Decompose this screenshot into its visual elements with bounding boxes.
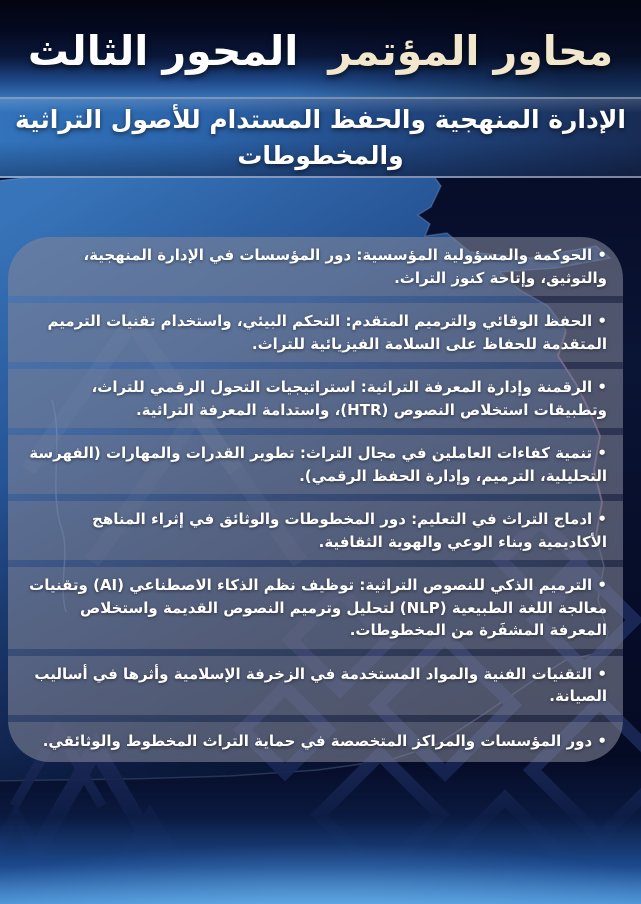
topic-item	[8, 722, 623, 762]
topic-item	[8, 656, 623, 715]
topic-item	[8, 369, 623, 428]
header-band	[0, 0, 641, 97]
subtitle-band	[0, 97, 641, 178]
topic-text: • ادماج التراث في التعليم: دور المخطوطات والوثائق في إثراء المناهج الأكاديمية وبناء الوعي والهوية الثقافية.	[92, 510, 607, 551]
topic-text: • الحفظ الوقائي والترميم المتقدم: التحكم البيئي، واستخدام تقنيات الترميم المتقدمة للحفاظ على السلامة الفيزيائية للتراث.	[47, 312, 607, 353]
topic-item	[8, 435, 623, 494]
subtitle-text: الإدارة المنهجية والحفظ المستدام للأصول التراثية والمخطوطات	[15, 105, 626, 170]
topics-list	[8, 237, 623, 762]
page-title	[28, 23, 613, 75]
title-conference-axes: محاور المؤتمر	[328, 26, 614, 75]
topic-text: • الترميم الذكي للنصوص التراثية: توظيف نظم الذكاء الاصطناعي (AI) وتقنيات معالجة اللغة الطبيعية (NLP) لتحليل وترميم النصوص القديمة واستخلاص المعرفة المشفَرة من المخطوطات.	[29, 576, 607, 639]
topic-text: • الرقمنة وإدارة المعرفة التراثية: استراتيجيات التحول الرقمي للتراث، وتطبيقات استخلاص النصوص (HTR)، واستدامة المعرفة التراثية.	[91, 378, 607, 419]
topic-text: • التقنيات الفنية والمواد المستخدمة في الزخرفة الإسلامية وأثرها في أساليب الصيانة.	[34, 664, 607, 705]
topic-text: • الحوكمة والمسؤولية المؤسسية: دور المؤسسات في الإدارة المنهجية، والتوثيق، وإتاحة كنوز التراث.	[83, 246, 607, 287]
bottom-gradient	[0, 754, 641, 904]
topic-item	[8, 237, 623, 296]
topic-item	[8, 501, 623, 560]
title-third-axis: المحور الثالث	[27, 26, 299, 75]
topic-text: • تنمية كفاءات العاملين في مجال التراث: تطوير القدرات والمهارات (الفهرسة التحليلية، الترميم، وإدارة الحفظ الرقمي).	[29, 444, 607, 485]
topic-item	[8, 303, 623, 362]
topic-text: • دور المؤسسات والمراكز المتخصصة في حماية التراث المخطوط والوثائقي.	[42, 732, 607, 751]
topic-item	[8, 567, 623, 649]
